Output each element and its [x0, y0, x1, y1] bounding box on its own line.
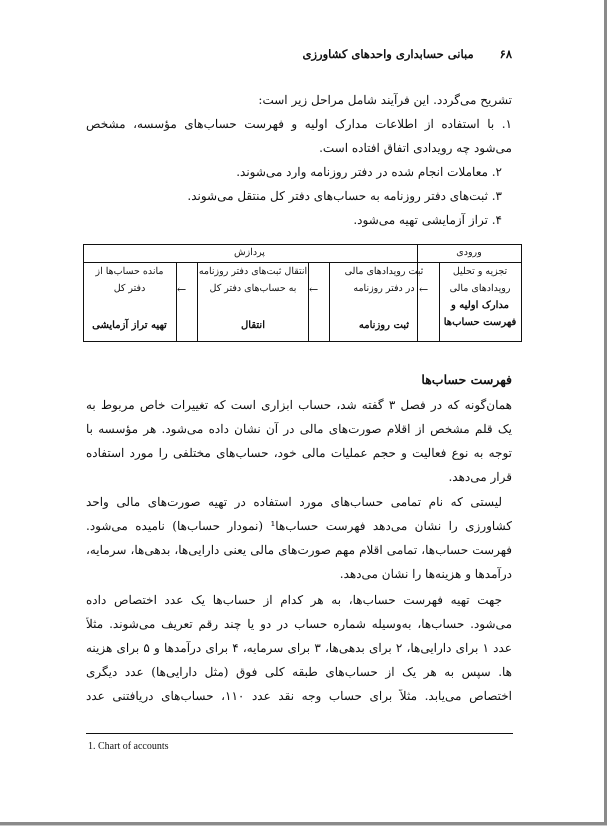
footnote-rule — [86, 733, 513, 734]
step-1b: می‌شود چه رویدادی اتفاق افتاده است. — [319, 141, 512, 155]
section-heading: فهرست حساب‌ها — [421, 372, 512, 387]
p1-line4: قرار می‌دهد. — [448, 470, 512, 484]
p1-line1: همان‌گونه که در فصل ۳ گفته شد، حساب ابزاری است که تغییرات خاص مربوط به — [86, 398, 512, 412]
p3-line2: می‌شود. حساب‌ها، به‌وسیله شماره حساب در دو یا چند رقم تعریف می‌شوند. مثلاً — [86, 617, 512, 631]
running-header — [302, 47, 512, 61]
trial-balance-cell: مانده حساب‌ها از دفتر کل تهیه تراز آزمایشی — [92, 266, 167, 331]
p2-line3: فهرست حساب‌ها، تمامی اقلام مهم صورت‌های مالی یعنی دارایی‌ها، بدهی‌ها، سرمایه، — [86, 543, 512, 557]
process-header: پردازش — [234, 247, 265, 258]
arrow-3: ← — [177, 283, 187, 296]
input-cell: تجزیه و تحلیل رویدادهای مالی مدارک اولیه و فهرست حساب‌ها — [443, 266, 517, 328]
step-2: ۲. معاملات انجام شده در دفتر روزنامه وارد می‌شوند. — [236, 165, 502, 179]
posting-cell: انتقال ثبت‌های دفتر روزنامه به حساب‌های دفتر کل انتقال — [198, 266, 308, 331]
page-number: ۶۸ — [499, 47, 512, 61]
journal-cell: ثبت رویدادهای مالی در دفتر روزنامه ثبت روزنامه — [344, 266, 424, 331]
p2-line2: کشاورزی را نشان می‌دهد فهرست حساب‌ها¹ (نمودار حساب‌ها) نامیده می‌شود. — [86, 519, 512, 533]
arrow-1: ← — [419, 283, 429, 296]
step-4: ۴. تراز آزمایشی تهیه می‌شود. — [353, 213, 502, 227]
intro-line: تشریح می‌گردد. این فرآیند شامل مراحل زیر است: — [258, 93, 512, 107]
p3-line5: اختصاص می‌یابد. مثلاً برای حساب وجه نقد عدد ۱۱۰، حساب‌های دریافتنی عدد — [86, 689, 512, 703]
p1-line2: یک قلم مشخص از اقلام صورت‌های مالی در آن نشان داده می‌شود. هر مؤسسه با — [86, 422, 512, 436]
p2-line1: لیستی که نام تمامی حساب‌های مورد استفاده در تهیه صورت‌های مالی واحد — [86, 495, 502, 509]
p3-line1: جهت تهیه فهرست حساب‌ها، به هر کدام از حساب‌ها یک عدد اختصاص داده — [86, 593, 502, 607]
step-1a: ۱. با استفاده از اطلاعات مدارک اولیه و فهرست حساب‌های مؤسسه، مشخص — [86, 117, 512, 131]
p3-line4: ها. سپس به هر یک از حساب‌های طبقه کلی فوق (مثل دارایی‌ها) عدد دیگری — [86, 665, 512, 679]
p3-line3: عدد ۱ برای دارایی‌ها، ۲ برای بدهی‌ها، ۳ برای سرمایه، ۴ برای درآمدها و ۵ برای هزینه — [86, 641, 512, 655]
footnote: 1. Chart of accounts — [88, 741, 169, 752]
book-title: مبانی حسابداری واحدهای کشاورزی — [302, 47, 474, 61]
arrow-2: ← — [309, 283, 319, 296]
step-3: ۳. ثبت‌های دفتر روزنامه به حساب‌های دفتر کل منتقل می‌شوند. — [187, 189, 502, 203]
p1-line3: توجه به نوع فعالیت و حجم عملیات مالی خود، حساب‌های مختلفی را مورد استفاده — [86, 446, 512, 460]
p2-line4: درآمدها و هزینه‌ها را نشان می‌دهد. — [339, 567, 512, 581]
input-header: ورودی — [456, 247, 482, 258]
